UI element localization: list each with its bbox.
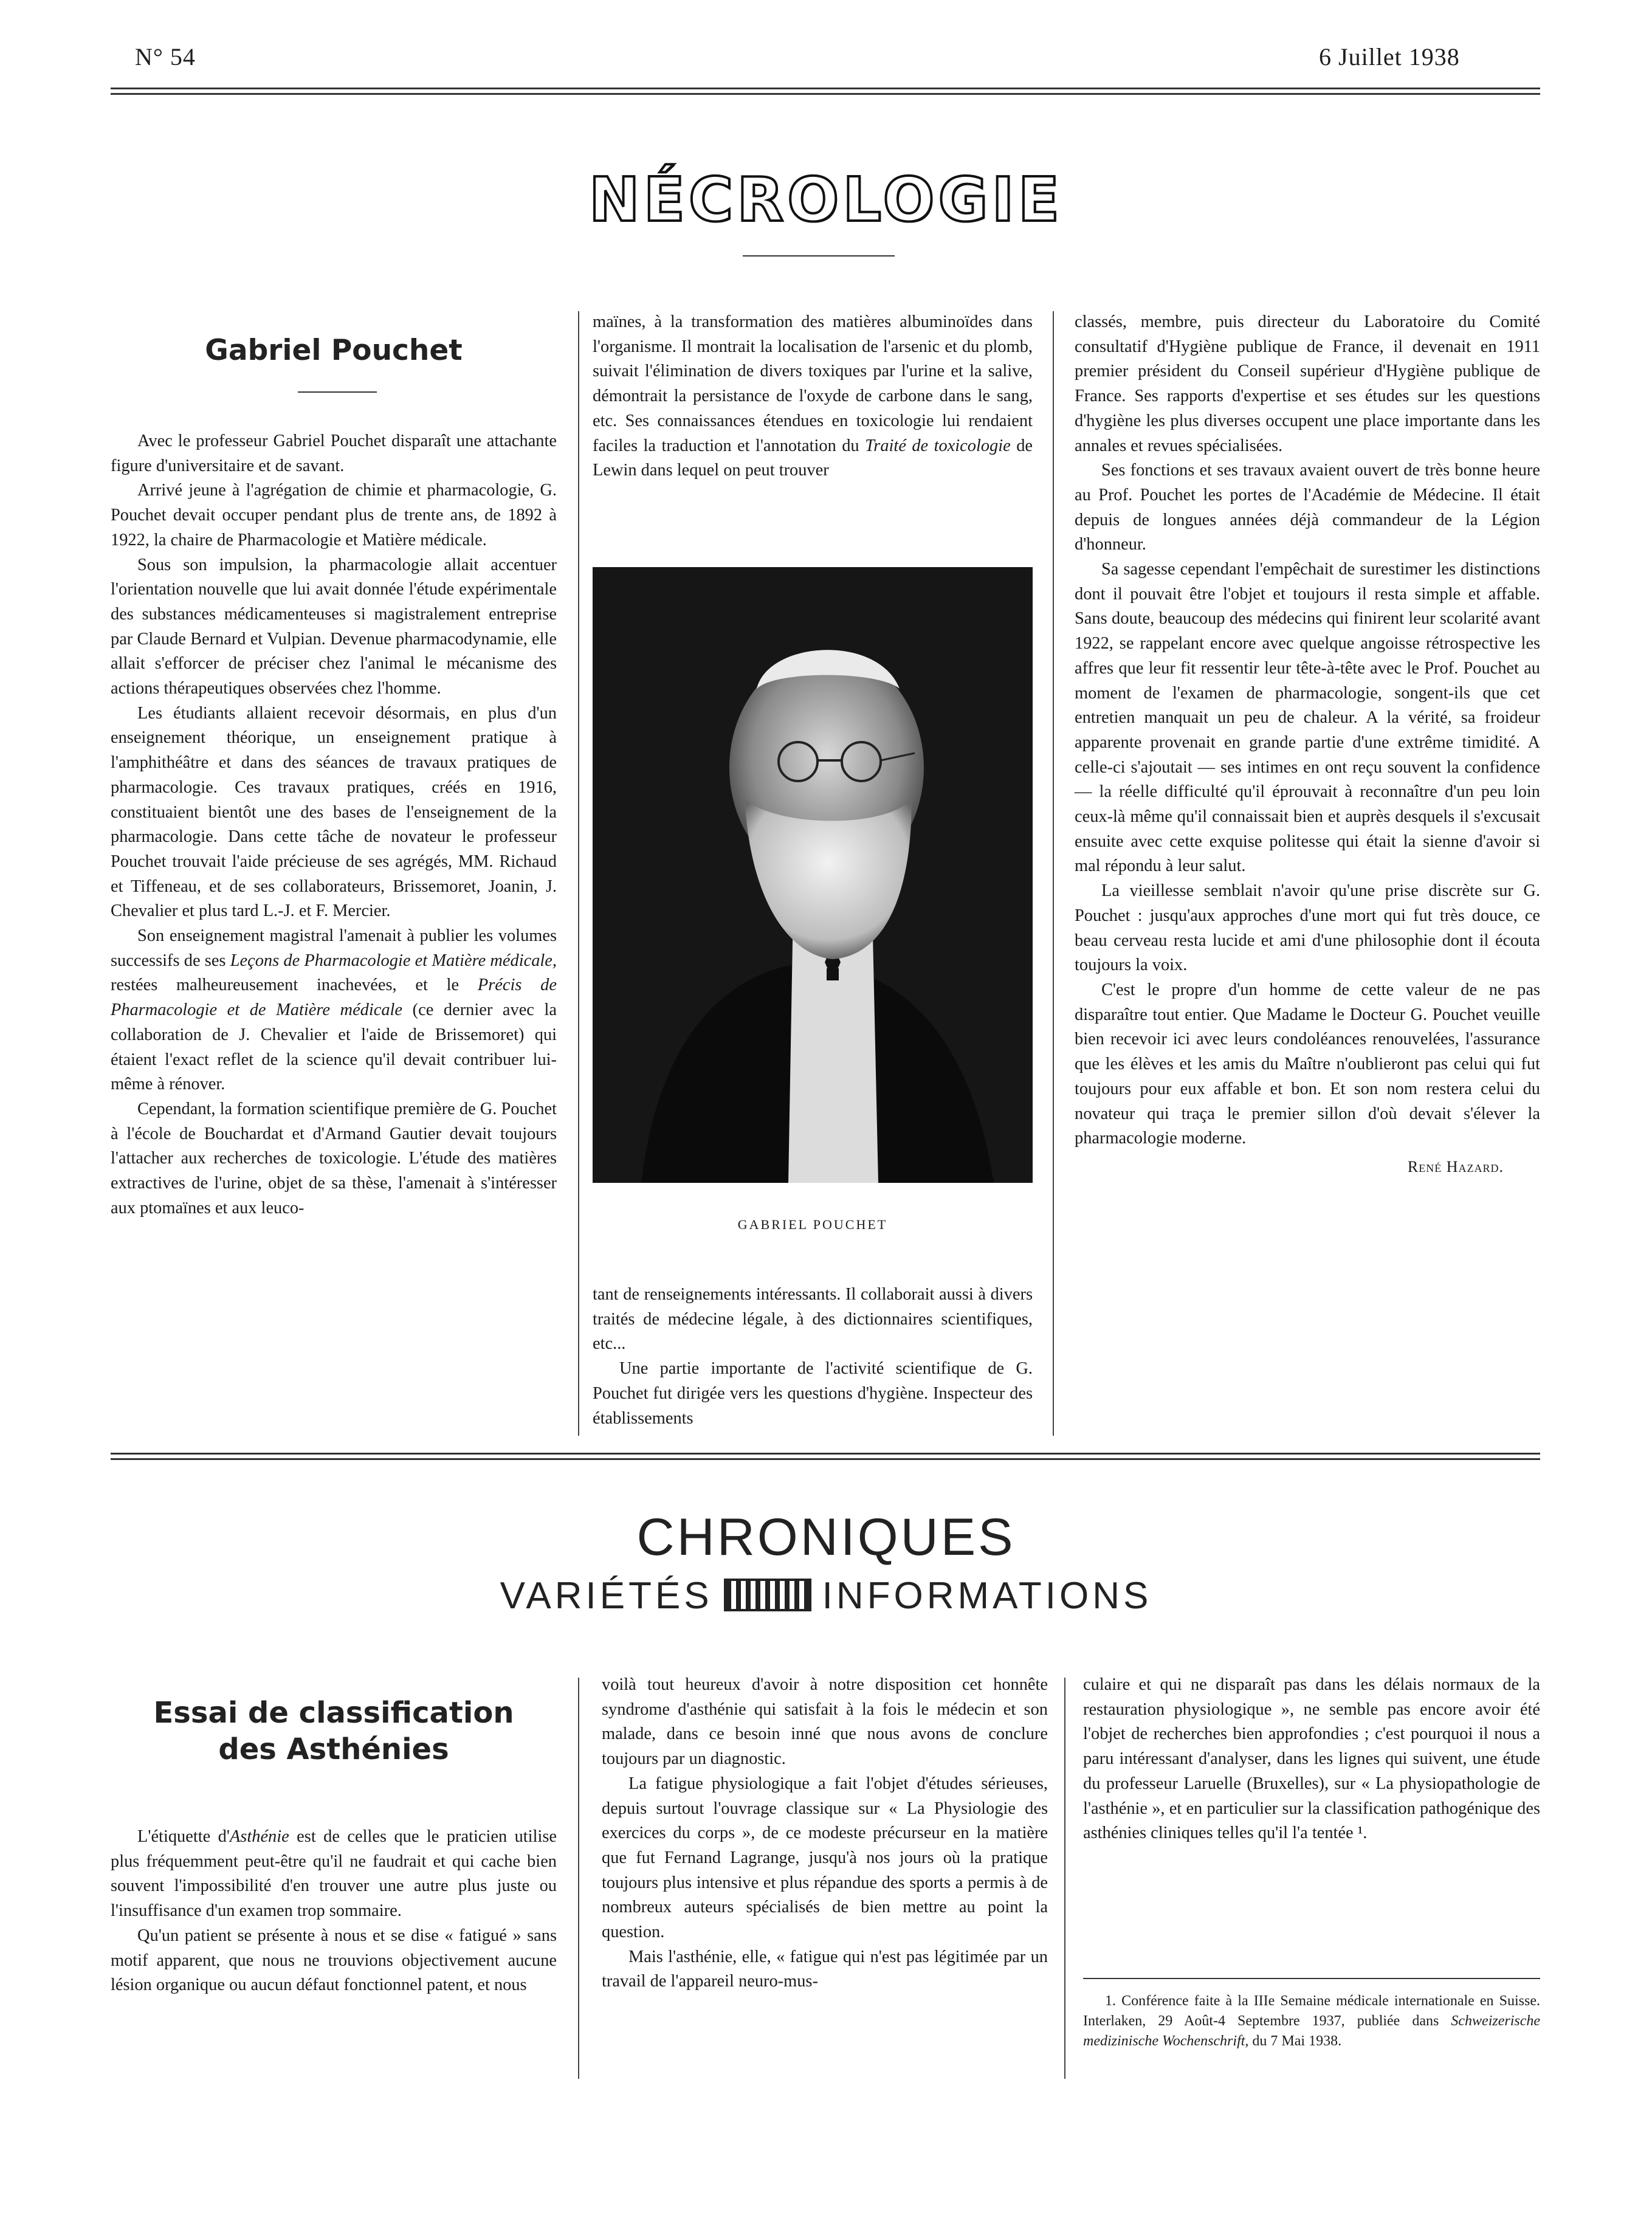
paragraph: Qu'un patient se présente à nous et se dise « fatigué » sans motif apparent, que nous ne trouvions objectivement aucune lésion organique ou aucun défaut fonctionnel patent, et nous <box>111 1926 557 1995</box>
paragraph: Sa sagesse cependant l'empêchait de surestimer les distinctions dont il pouvait être l'objet et toujours il resta simple et affable. Sans doute, beaucoup des médecins qui finirent leur scolarité avant 1922, se rappelant encore avec quelque angoisse rétrospective les affres que leur fit ressentir leur tête-à-tête avec le Prof. Pouchet au moment de l'examen de pharmacologie, songent-ils que cet entretien manquait un peu de chaleur. A la vérité, sa froideur apparente provenait en grande partie d'une extrême timidité. A celle-ci s'ajoutait — ses intimes en ont reçu souvent la confidence — la réelle difficulté qu'il éprouvait à reconnaître d'un peu loin ceux-là même qu'il connaissait bien et auprès desquels il s'excusait ensuite avec cette exquise politesse qui était la sienne d'avoir si mal répondu à leur salut. <box>1075 560 1540 876</box>
chron-column-1 <box>111 1825 557 1998</box>
issue-date: 6 Juillet 1938 <box>1319 43 1460 71</box>
paragraph: Arrivé jeune à l'agrégation de chimie et pharmacologie, G. Pouchet devait occuper pendant plus de trente ans, de 1892 à 1922, la chaire de Pharmacologie et Matière médicale. <box>111 481 557 549</box>
chron-column-3 <box>1083 1673 1540 1846</box>
paragraph: Cependant, la formation scientifique première de G. Pouchet à l'école de Bouchardat et d'Armand Gautier devait toujours l'attacher aux recherches de toxicologie. L'étude des matières extractives de l'urine, objet de sa thèse, l'amenait à s'intéresser aux ptomaïnes et aux leuco- <box>111 1099 557 1217</box>
portrait-illustration <box>593 567 1033 1183</box>
necro-column-3 <box>1075 310 1540 1180</box>
footnote <box>1083 1991 1540 2051</box>
paragraph: Avec le professeur Gabriel Pouchet disparaît une attachante figure d'universitaire et de savant. <box>111 432 557 475</box>
ornament-icon <box>724 1579 811 1611</box>
article-title-line: des Asthénies <box>218 1732 449 1766</box>
article-title-asthenies <box>111 1695 557 1768</box>
article-title-pouchet: Gabriel Pouchet <box>205 334 463 367</box>
subtitle-varietes: VARIÉTÉS <box>500 1575 713 1617</box>
footnote-rule <box>1083 1978 1540 1979</box>
portrait-photo <box>593 567 1033 1183</box>
column-separator <box>1064 1678 1065 2079</box>
signature: René Hazard. <box>1407 1157 1504 1176</box>
paragraph: Ses fonctions et ses travaux avaient ouvert de très bonne heure au Prof. Pouchet les portes de l'Académie de Médecine. Il était depuis de longues années déjà commandeur de la Légion d'honneur. <box>1075 461 1540 554</box>
paragraph: C'est le propre d'un homme de cette valeur de ne pas disparaître tout entier. Que Madame le Docteur G. Pouchet veuille bien recevoir ici avec leurs condoléances renouvelées, l'assurance que les élèves et les amis du Maître n'oublieront pas celui qui fut toujours pour eux affable et bon. Et son nom restera celui du novateur qui traça le premier sillon d'où devait s'élever la pharmacologie moderne. <box>1075 980 1540 1148</box>
paragraph: La vieillesse semblait n'avoir qu'une prise discrète sur G. Pouchet : jusqu'aux approches d'une mort qui fut très douce, ce beau cerveau resta lucide et ami d'une philosophie dont il écouta toujours la voix. <box>1075 881 1540 975</box>
issue-number: N° 54 <box>135 43 196 71</box>
title-rule <box>743 255 895 257</box>
paragraph: classés, membre, puis directeur du Laboratoire du Comité consultatif d'Hygiène publique de France, il devenait en 1911 premier président du Conseil supérieur d'Hygiène publique de France. Ses rapports d'expertise et ses études sur les questions d'hygiène les plus diverses occupent une place importante dans les annales et revues spécialisées. <box>1075 312 1540 455</box>
paragraph: L'étiquette d'Asthénie est de celles que le praticien utilise plus fréquemment peut-être qu'il ne faudrait et qui cache bien souvent l'impossibilité d'en trouver une autre plus juste ou l'insuffisance d'un examen trop sommaire. <box>111 1827 557 1921</box>
paragraph: La fatigue physiologique a fait l'objet d'études sérieuses, depuis surtout l'ouvrage classique sur « La Physiologie des exercices du corps », de ce modeste précurseur en la matière que fut Fernand Lagrange, jusqu'à nos jours où la pratique toujours plus intensive et plus répandue des sports a permis à de nombreux auteurs spécialisés de bien mettre au point la question. <box>602 1774 1048 1942</box>
paragraph: Mais l'asthénie, elle, « fatigue qui n'est pas légitimée par un travail de l'appareil neuro-mus- <box>602 1947 1048 1991</box>
section-subtitle <box>0 1574 1652 1617</box>
paragraph: voilà tout heureux d'avoir à notre disposition cet honnête syndrome d'asthénie qui satisfait à la fois le médecin et son malade, dans ce besoin inné que nous avons de conclure toujours par un diagnostic. <box>602 1675 1048 1769</box>
paragraph: tant de renseignements intéressants. Il collaborait aussi à divers traités de médecine légale, à des dictionnaires scientifiques, etc... <box>593 1285 1033 1354</box>
photo-caption: GABRIEL POUCHET <box>737 1217 888 1232</box>
paragraph: Une partie importante de l'activité scientifique de G. Pouchet fut dirigée vers les questions d'hygiène. Inspecteur des établissements <box>593 1359 1033 1428</box>
article-title-line: Essai de classification <box>153 1696 514 1730</box>
column-separator <box>578 311 579 1436</box>
paragraph: Son enseignement magistral l'amenait à publier les volumes successifs de ses Leçons de Pharmacologie et Matière médicale, restées malheureusement inachevées, et le Précis de Pharmacologie et de Matière médicale (ce dernier avec la collaboration de J. Chevalier et l'aide de Brissemoret) qui étaient l'exact reflet de la science qu'il devait contribuer lui-même à rénover. <box>111 926 557 1094</box>
subtitle-informations: INFORMATIONS <box>822 1575 1152 1617</box>
article-title-rule <box>298 391 377 393</box>
paragraph: Les étudiants allaient recevoir désormais, en plus d'un enseignement théorique, un enseignement pratique à l'amphithéâtre et dans des séances de travaux pratiques de pharmacologie. Ces travaux pratiques, créés en 1916, constituaient bientôt une des bases de l'enseignement de la pharmacologie. Dans cette tâche de novateur le professeur Pouchet trouvait l'aide précieuse de ses agrégés, MM. Richaud et Tiffeneau, et de ses collaborateurs, Brissemoret, Joanin, J. Chevalier et plus tard L.-J. et F. Mercier. <box>111 703 557 921</box>
paragraph: maïnes, à la transformation des matières albuminoïdes dans l'organisme. Il montrait la localisation de l'arsenic et du plomb, suivait l'élimination de divers toxiques par l'urine et la salive, démontrait la persistance de l'oxyde de carbone dans le sang, etc. Ses connaissances étendues en toxicologie lui rendaient faciles la traduction et l'annotation du Traité de toxicologie de Lewin dans lequel on peut trouver <box>593 312 1033 480</box>
paragraph: Sous son impulsion, la pharmacologie allait accentuer l'orientation nouvelle que lui avait donnée l'étude expérimentale des substances médicamenteuses si magistralement entreprise par Claude Bernard et Vulpian. Devenue pharmacodynamie, elle allait s'efforcer de préciser chez l'animal le mécanisme des actions thérapeutiques observées chez l'homme. <box>111 555 557 698</box>
header-rule <box>111 88 1540 95</box>
necro-column-2-bottom <box>593 1283 1033 1431</box>
necro-column-2-top <box>593 310 1033 483</box>
necro-column-1 <box>111 429 557 1221</box>
paragraph: culaire et qui ne disparaît pas dans les délais normaux de la restauration physiologique », ne semble pas encore avoir été l'objet de recherches bien approfondies ; c'est pourquoi il nous a paru intéressant d'analyser, dans les lignes qui suivent, une étude du professeur Laruelle (Bruxelles), sur « La physiopathologie de l'asthénie », et en particulier sur la classification pathogénique des asthénies cliniques telles qu'il l'a tentée ¹. <box>1083 1675 1540 1843</box>
column-separator <box>1053 311 1054 1436</box>
section-title-necrologie: NÉCROLOGIE <box>588 164 1064 235</box>
section-title-chroniques: CHRONIQUES <box>636 1508 1016 1566</box>
section-divider <box>111 1453 1540 1460</box>
footnote-text: 1. Conférence faite à la IIIe Semaine médicale internationale en Suisse. Interlaken, 29 Août-4 Septembre 1937, publiée dans Schweizerische medizinische Wochenschrift, du 7 Mai 1938. <box>1083 1993 1540 2049</box>
column-separator <box>578 1678 579 2079</box>
chron-column-2 <box>602 1673 1048 1994</box>
